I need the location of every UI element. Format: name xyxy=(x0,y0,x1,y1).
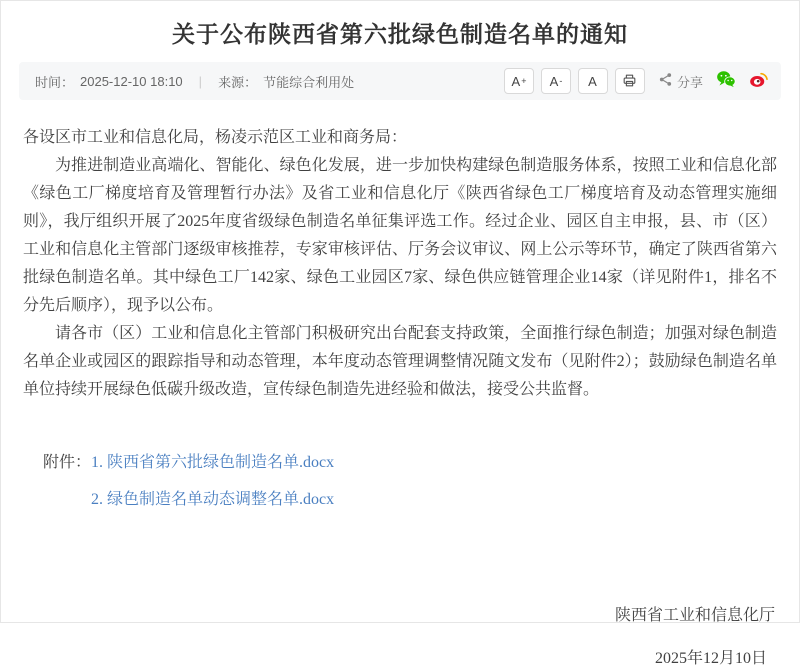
print-button[interactable] xyxy=(615,68,645,94)
attachment-link-1[interactable]: 1. 陕西省第六批绿色制造名单.docx xyxy=(91,454,335,471)
paragraph-2: 请各市（区）工业和信息化主管部门积极研究出台配套支持政策，全面推行绿色制造；加强对绿色制造名单企业或园区的跟踪指导和动态管理，本年度动态管理调整情况随文发布（见附件2）；鼓励绿色制造名单单位持续开展绿色低碳升级改造，宣传绿色制造先进经验和做法，接受公共监督。 xyxy=(23,325,777,398)
font-increase-button[interactable]: A + xyxy=(504,68,534,94)
meta-toolbar xyxy=(504,68,769,94)
share-nodes-icon xyxy=(658,72,673,90)
signer-name: 陕西省工业和信息化厅 xyxy=(614,607,775,624)
salutation: 各设区市工业和信息化局，杨凌示范区工业和商务局： xyxy=(23,129,408,146)
signature-block xyxy=(1,602,799,668)
meta-divider: | xyxy=(198,73,203,89)
article-body xyxy=(1,100,799,404)
meta-bar xyxy=(19,62,781,100)
share-label: 分享 xyxy=(676,74,703,90)
weibo-icon xyxy=(749,70,769,93)
page-title: 关于公布陕西省第六批绿色制造名单的通知 xyxy=(172,21,628,47)
wechat-share-button[interactable] xyxy=(716,70,736,93)
attachment-link-2[interactable]: 2. 绿色制造名单动态调整名单.docx xyxy=(91,491,335,508)
time-label: 时间： xyxy=(35,74,75,90)
attachments-block xyxy=(43,444,799,518)
paragraph-1: 为推进制造业高端化、智能化、绿色化发展，进一步加快构建绿色制造服务体系，按照工业和信息化部《绿色工厂梯度培育及管理暂行办法》及省工业和信息化厅《陕西省绿色工厂梯度培育及动态管理实施细则》，我厅组织开展了2025年度省级绿色制造名单征集评选工作。经过企业、园区自主申报，县、市（区）工业和信息化主管部门逐级审核推荐，专家审核评估、厅务会议审议、网上公示等环节，确定了陕西省第六批绿色制造名单。其中绿色工厂142家、绿色工业园区7家、绿色供应链管理企业14家（详见附件1，排名不分先后顺序），现予以公布。 xyxy=(23,157,777,314)
wechat-icon xyxy=(716,70,736,93)
share-button[interactable] xyxy=(658,72,703,91)
attachments-label: 附件： xyxy=(43,454,92,471)
source-label: 来源： xyxy=(218,74,258,90)
font-decrease-button[interactable]: A - xyxy=(541,68,571,94)
time-value: 2025-12-10 18:10 xyxy=(80,73,183,89)
printer-icon xyxy=(622,73,637,90)
signature-date: 2025年12月10日 xyxy=(654,650,767,667)
weibo-share-button[interactable] xyxy=(749,70,769,93)
font-reset-button[interactable]: A xyxy=(578,68,608,94)
source-value: 节能综合利用处 xyxy=(263,74,355,90)
meta-info xyxy=(35,72,354,91)
